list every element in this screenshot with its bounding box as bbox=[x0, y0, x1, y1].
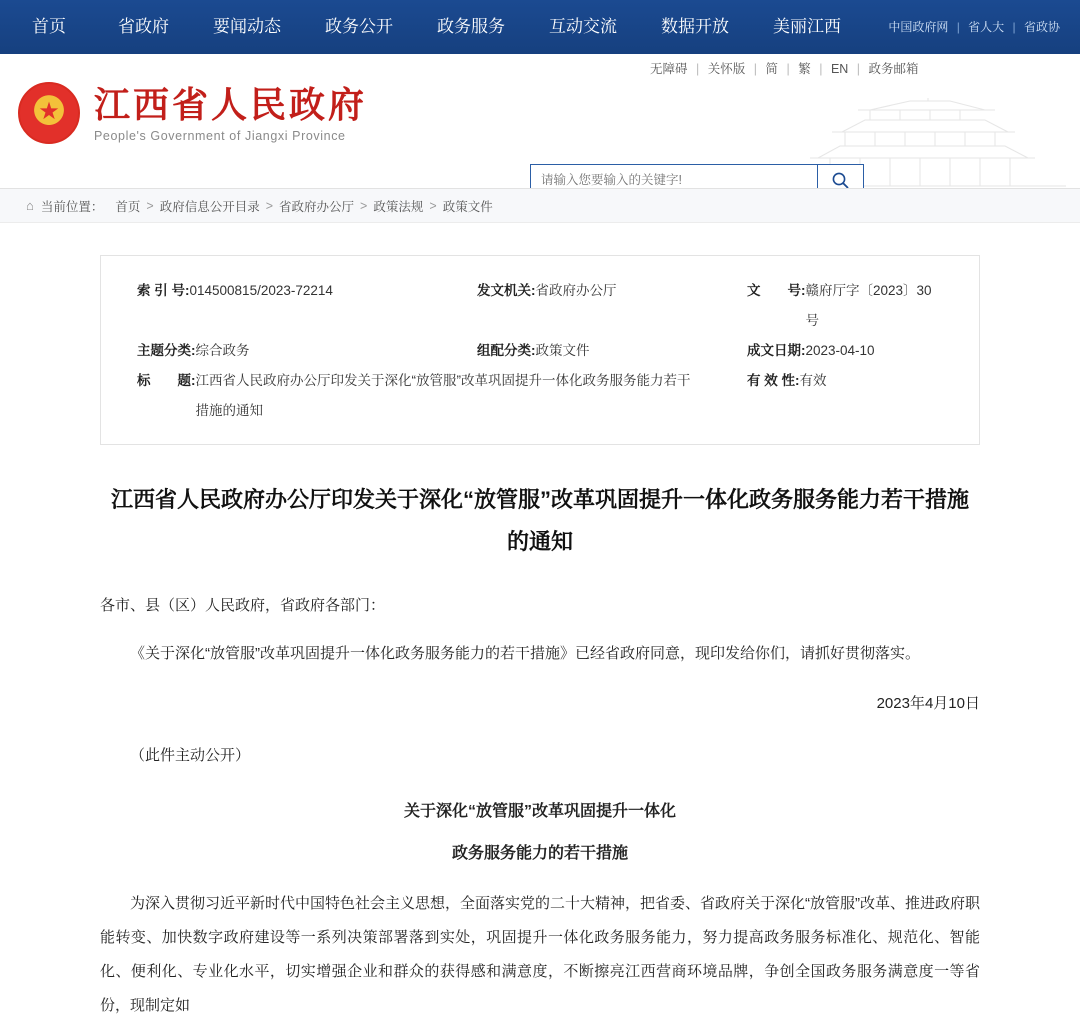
document-date: 2023年4月10日 bbox=[876, 695, 980, 712]
tool-separator-1: | bbox=[696, 62, 700, 76]
document-disclosure-note: （此件主动公开） bbox=[130, 747, 251, 764]
metadata-value-document-number: 赣府厅字〔2023〕30号 bbox=[805, 283, 932, 328]
top-nav-items bbox=[26, 0, 863, 54]
link-care-version[interactable]: 关怀版 bbox=[707, 62, 746, 76]
metadata-row-2 bbox=[137, 336, 943, 366]
link-english[interactable]: EN bbox=[830, 62, 849, 76]
metadata-index-number bbox=[137, 276, 477, 336]
metadata-value-title: 江西省人民政府办公厅印发关于深化“放管服”改革巩固提升一体化政务服务能力若干措施的通知 bbox=[195, 373, 691, 418]
metadata-issuing-agency bbox=[477, 276, 747, 336]
nav-item-interaction[interactable]: 互动交流 bbox=[549, 17, 617, 36]
metadata-key-validity: 有 效 性: bbox=[747, 373, 800, 388]
search-button[interactable] bbox=[817, 165, 863, 189]
site-branding bbox=[18, 82, 367, 144]
breadcrumb-item-home[interactable]: 首页 bbox=[115, 199, 141, 214]
metadata-key-issue-date: 成文日期: bbox=[747, 343, 806, 358]
top-nav-external-links bbox=[888, 0, 1060, 54]
breadcrumb-item-policy-documents[interactable]: 政策文件 bbox=[442, 199, 493, 214]
breadcrumb-item-policies-regulations[interactable]: 政策法规 bbox=[373, 199, 424, 214]
metadata-row-1 bbox=[137, 276, 943, 336]
link-government-mail[interactable]: 政务邮箱 bbox=[868, 62, 919, 76]
metadata-key-group-category: 组配分类: bbox=[477, 343, 536, 358]
nav-item-government-affairs-disclosure[interactable]: 政务公开 bbox=[325, 17, 393, 36]
accessibility-links bbox=[650, 59, 919, 77]
search-box bbox=[530, 164, 864, 189]
external-link-china-gov[interactable]: 中国政府网 bbox=[888, 20, 949, 34]
document-intro-paragraph: 《关于深化“放管服”改革巩固提升一体化政务服务能力的若干措施》已经省政府同意，现印发给你们，请抓好贯彻落实。 bbox=[130, 645, 920, 662]
document-subtitle-line-2: 政务服务能力的若干措施 bbox=[451, 845, 628, 862]
breadcrumb-separator-3: > bbox=[360, 198, 368, 213]
metadata-row-3 bbox=[137, 366, 943, 426]
external-link-peoples-congress[interactable]: 省人大 bbox=[968, 20, 1005, 34]
metadata-group-category bbox=[477, 336, 747, 366]
metadata-key-topic-category: 主题分类: bbox=[137, 343, 196, 358]
metadata-value-index-number: 014500815/2023-72214 bbox=[189, 283, 333, 298]
breadcrumb-item-general-office[interactable]: 省政府办公厅 bbox=[279, 199, 355, 214]
document-paragraph-1: 为深入贯彻习近平新时代中国特色社会主义思想，全面落实党的二十大精神，把省委、省政府关于深化“放管服”改革、推进政府职能转变、加快数字政府建设等一系列决策部署落到实处，巩固提升一体化政务服务能力，努力提高政务服务标准化、规范化、智能化、便利化、专业化水平，切实增强企业和群众的获得感和满意度，不断擦亮江西营商环境品牌，争创全国政务服务满意度一等省份，现制定如 bbox=[100, 895, 980, 1014]
link-simplified-chinese[interactable]: 简 bbox=[765, 62, 778, 76]
search-icon bbox=[831, 171, 850, 190]
link-separator-2: | bbox=[1012, 20, 1016, 34]
metadata-value-validity: 有效 bbox=[799, 373, 827, 388]
breadcrumb-separator-1: > bbox=[146, 198, 154, 213]
national-emblem-icon bbox=[18, 82, 80, 144]
metadata-value-group-category: 政策文件 bbox=[535, 343, 590, 358]
search-input[interactable] bbox=[531, 165, 817, 189]
metadata-key-title: 标 题: bbox=[137, 373, 196, 388]
site-subtitle: People's Government of Jiangxi Province bbox=[94, 129, 346, 143]
metadata-key-issuing-agency: 发文机关: bbox=[477, 283, 536, 298]
nav-item-beautiful-jiangxi[interactable]: 美丽江西 bbox=[773, 17, 841, 36]
nav-item-news[interactable]: 要闻动态 bbox=[213, 17, 281, 36]
metadata-document-number bbox=[747, 276, 943, 336]
document-recipient: 各市、县（区）人民政府，省政府各部门： bbox=[100, 597, 386, 614]
tool-separator-5: | bbox=[856, 62, 861, 76]
nav-item-open-data[interactable]: 数据开放 bbox=[661, 17, 729, 36]
nav-item-provincial-government[interactable]: 省政府 bbox=[118, 17, 169, 36]
metadata-key-index-number: 索 引 号: bbox=[137, 283, 190, 298]
document-metadata-table bbox=[100, 255, 980, 445]
tool-separator-4: | bbox=[819, 62, 823, 76]
document-subtitle-line-1: 关于深化“放管服”改革巩固提升一体化 bbox=[403, 803, 676, 820]
site-title-block bbox=[94, 83, 367, 143]
main-content bbox=[0, 255, 1080, 1023]
external-link-cppcc[interactable]: 省政协 bbox=[1023, 20, 1060, 34]
top-navigation-bar bbox=[0, 0, 1080, 54]
metadata-key-document-number: 文 号: bbox=[747, 283, 806, 298]
metadata-validity bbox=[747, 366, 943, 426]
nav-item-government-services[interactable]: 政务服务 bbox=[437, 17, 505, 36]
metadata-value-issuing-agency: 省政府办公厅 bbox=[535, 283, 617, 298]
home-icon: ⌂ bbox=[26, 198, 34, 213]
breadcrumb-separator-4: > bbox=[429, 198, 437, 213]
breadcrumb-label: 当前位置： bbox=[40, 199, 104, 214]
metadata-value-topic-category: 综合政务 bbox=[195, 343, 250, 358]
tool-separator-3: | bbox=[786, 62, 790, 76]
tool-separator-2: | bbox=[753, 62, 757, 76]
site-title: 江西省人民政府 bbox=[94, 85, 368, 125]
breadcrumb-separator-2: > bbox=[265, 198, 274, 213]
metadata-value-issue-date: 2023-04-10 bbox=[805, 343, 875, 358]
nav-item-home[interactable]: 首页 bbox=[32, 17, 66, 36]
metadata-title bbox=[137, 366, 747, 426]
breadcrumb bbox=[0, 189, 1080, 223]
site-header bbox=[0, 54, 1080, 189]
breadcrumb-item-disclosure-directory[interactable]: 政府信息公开目录 bbox=[159, 199, 260, 214]
link-traditional-chinese[interactable]: 繁 bbox=[798, 62, 811, 76]
link-accessibility[interactable]: 无障碍 bbox=[650, 62, 688, 76]
link-separator-1: | bbox=[956, 20, 960, 34]
document-title: 江西省人民政府办公厅印发关于深化“放管服”改革巩固提升一体化政务服务能力若干措施的通知 bbox=[110, 487, 969, 554]
metadata-topic-category bbox=[137, 336, 477, 366]
metadata-issue-date bbox=[747, 336, 943, 366]
document-body bbox=[100, 589, 980, 1023]
